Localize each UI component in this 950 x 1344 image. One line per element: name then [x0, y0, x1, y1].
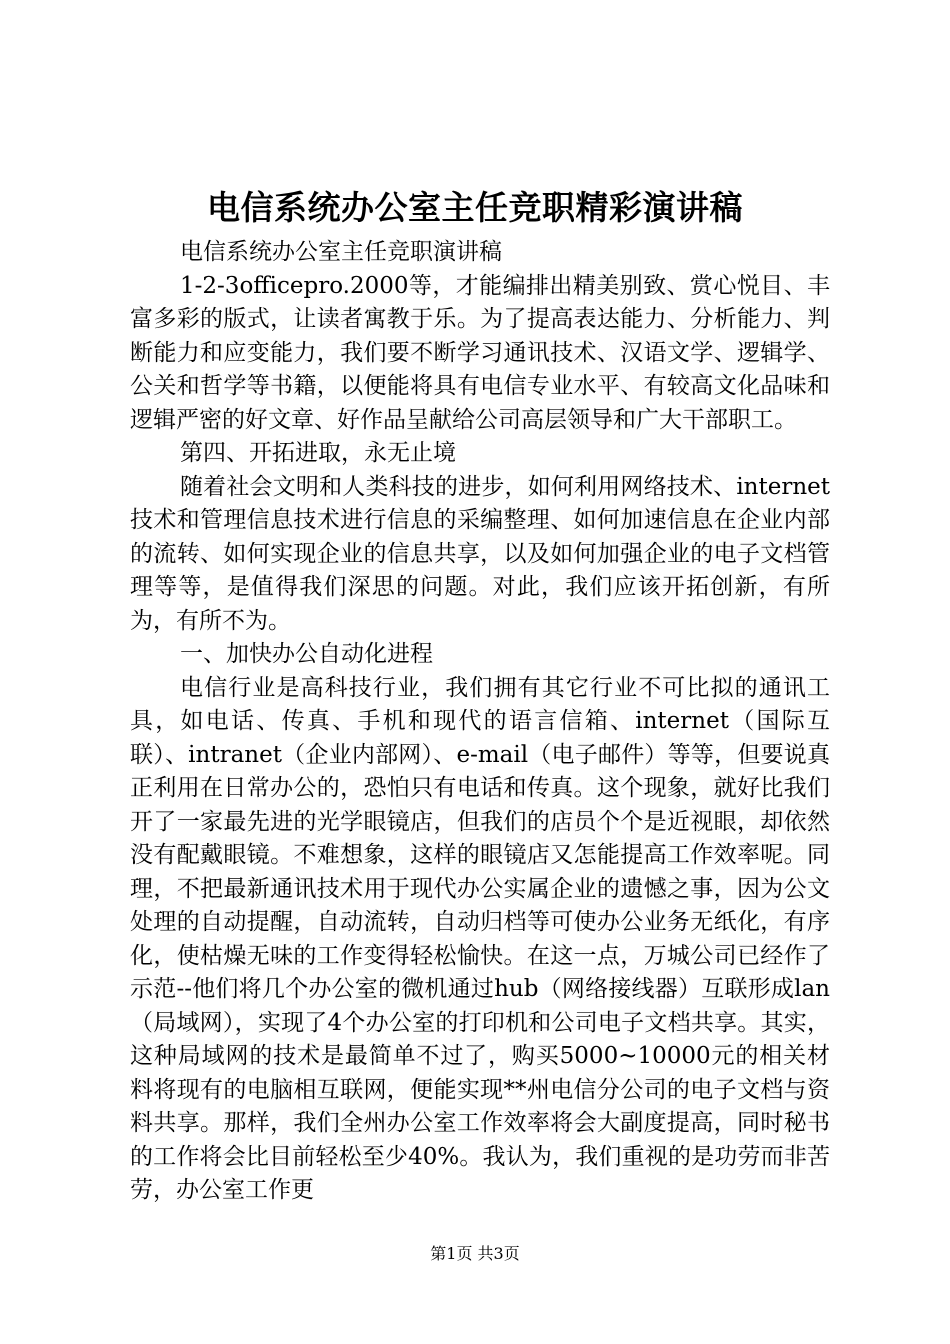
paragraph-innovation: 随着社会文明和人类科技的进步，如何利用网络技术、internet技术和管理信息技术进行信息的采编整理、如何加速信息在企业内部的流转、如何实现企业的信息共享，以及如何加强企业的电子文档管理等等，是值得我们深思的问题。对此，我们应该开拓创新，有所为，有所不为。	[130, 473, 830, 634]
paragraph-subtitle: 电信系统办公室主任竞职演讲稿	[180, 239, 502, 265]
document-body	[130, 236, 830, 1208]
document-title: 电信系统办公室主任竞职精彩演讲稿	[207, 188, 743, 227]
section-heading-automation: 一、加快办公自动化进程	[180, 641, 433, 667]
paragraph-automation: 电信行业是高科技行业，我们拥有其它行业不可比拟的通讯工具，如电话、传真、手机和现代的语言信箱、internet（国际互联）、intranet（企业内部网）、e-mail（电子邮件）等等，但要说真正利用在日常办公的，恐怕只有电话和传真。这个现象，就好比我们开了一家最先进的光学眼镜店，但我们的店员个个是近视眼，却依然没有配戴眼镜。不难想象，这样的眼镜店又怎能提高工作效率呢。同理，不把最新通讯技术用于现代办公实属企业的遗憾之事，因为公文处理的自动提醒，自动流转，自动归档等可使办公业务无纸化，有序化，使枯燥无味的工作变得轻松愉快。在这一点，万城公司已经作了示范--他们将几个办公室的微机通过hub（网络接线器）互联形成lan（局域网），实现了4个办公室的打印机和公司电子文档共享。其实，这种局域网的技术是最简单不过了，购买5000~10000元的相关材料将现有的电脑相互联网，便能实现**州电信分公司的电子文档与资料共享。那样，我们全州办公室工作效率将会大副度提高，同时秘书的工作将会比目前轻松至少40%。我认为，我们重视的是功劳而非苦劳，办公室工作更	[130, 674, 830, 1203]
paragraph-typesetting: 1-2-3officepro.2000等，才能编排出精美别致、赏心悦目、丰富多彩的版式，让读者寓教于乐。为了提高表达能力、分析能力、判断能力和应变能力，我们要不断学习通讯技术、汉语文学、逻辑学、公关和哲学等书籍，以便能将具有电信专业水平、有较高文化品味和逻辑严密的好文章、好作品呈献给公司高层领导和广大干部职工。	[130, 272, 830, 433]
section-heading-fourth: 第四、开拓进取，永无止境	[180, 440, 456, 466]
page-footer: 第1页 共3页	[430, 1244, 520, 1263]
